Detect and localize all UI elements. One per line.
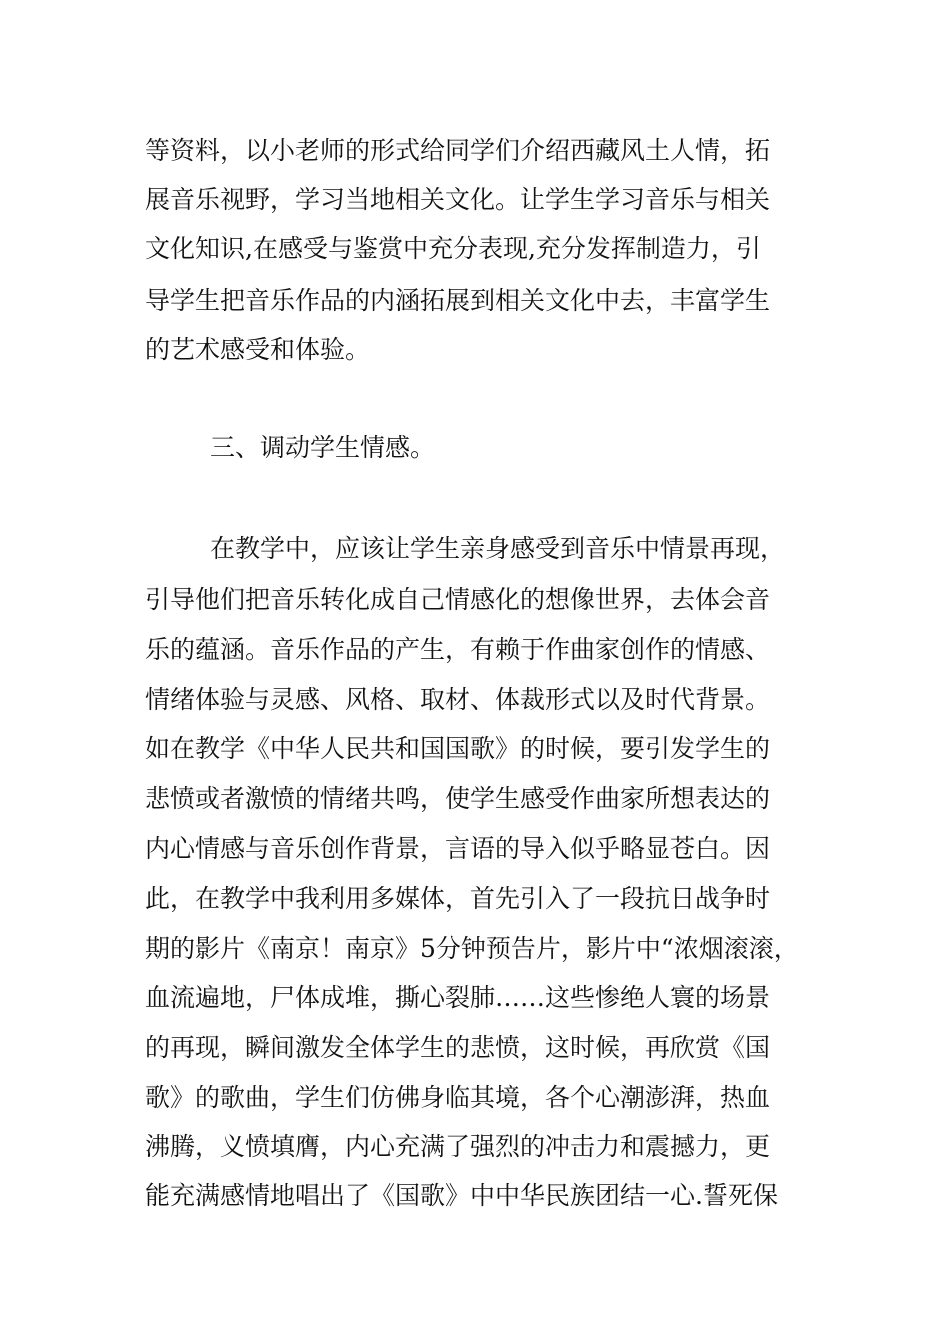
section-heading: 三、调动学生情感。 [210,433,436,462]
paragraph-2-line-11: 的再现，瞬间激发全体学生的悲愤，这时候，再欣赏《国 [145,1033,771,1062]
paragraph-2-line-13: 沸腾，义愤填膺，内心充满了强烈的冲击力和震撼力，更 [145,1132,771,1161]
paragraph-1-line-5: 的艺术感受和体验。 [145,335,371,364]
paragraph-2-line-5: 如在教学《中华人民共和国国歌》的时候，要引发学生的 [145,734,771,763]
paragraph-2-line-4: 情绪体验与灵感、风格、取材、体裁形式以及时代背景。 [145,685,771,714]
paragraph-2-line-8: 此，在教学中我利用多媒体，首先引入了一段抗日战争时 [145,884,771,913]
paragraph-1-line-1: 等资料，以小老师的形式给同学们介绍西藏风土人情，拓 [145,136,771,165]
paragraph-1-line-2: 展音乐视野，学习当地相关文化。让学生学习音乐与相关 [145,185,771,214]
paragraph-2-line-1: 在教学中，应该让学生亲身感受到音乐中情景再现， [210,534,786,563]
paragraph-2-line-7: 内心情感与音乐创作背景，言语的导入似乎略显苍白。因 [145,834,771,863]
paragraph-2-line-10: 血流遍地，尸体成堆，撕心裂肺……这些惨绝人寰的场景 [145,983,771,1012]
paragraph-2-line-3: 乐的蕴涵。音乐作品的产生，有赖于作曲家创作的情感、 [145,635,771,664]
paragraph-2-line-12: 歌》的歌曲，学生们仿佛身临其境，各个心潮澎湃，热血 [145,1083,771,1112]
paragraph-1-line-3: 文化知识,在感受与鉴赏中充分表现,充分发挥制造力，引 [145,234,761,263]
paragraph-2-line-2: 引导他们把音乐转化成自己情感化的想像世界，去体会音 [145,585,771,614]
paragraph-2-line-6: 悲愤或者激愤的情绪共鸣，使学生感受作曲家所想表达的 [145,784,771,813]
paragraph-1-line-4: 导学生把音乐作品的内涵拓展到相关文化中去，丰富学生 [145,286,771,315]
paragraph-2-line-14: 能充满感情地唱出了《国歌》中中华民族团结一心.誓死保 [145,1181,778,1210]
paragraph-2-line-9: 期的影片《南京！南京》5分钟预告片，影片中“浓烟滚滚， [145,934,799,963]
